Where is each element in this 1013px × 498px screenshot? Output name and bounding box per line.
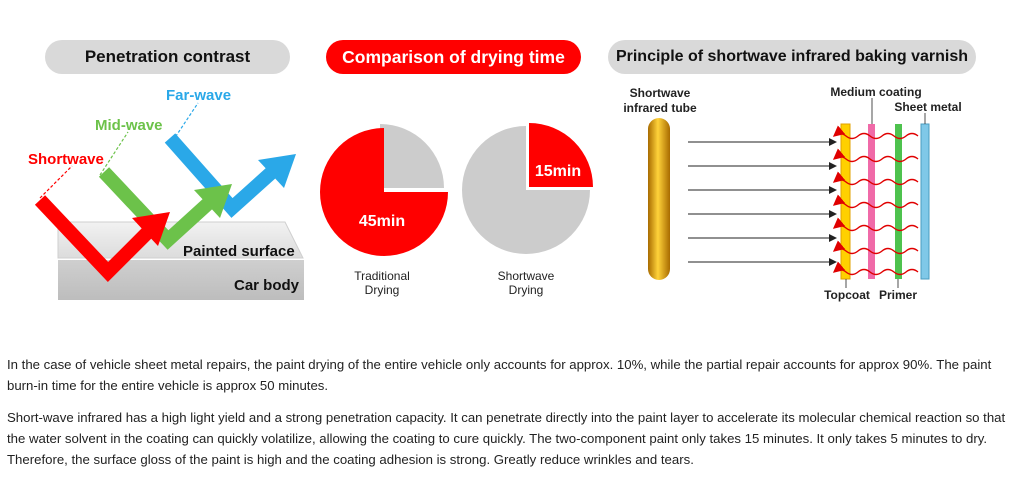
header-penetration-label: Penetration contrast — [84, 47, 251, 66]
shortwave-value-label: 15min — [534, 163, 582, 180]
header-drying-comparison — [326, 40, 581, 74]
drying-pie-charts — [310, 110, 600, 305]
tube-label-line2: infrared tube — [623, 101, 697, 115]
primer-label: Primer — [878, 288, 918, 302]
header-penetration-contrast — [45, 40, 290, 74]
medium-coating-layer — [868, 124, 875, 279]
far-wave-label: Far-wave — [166, 87, 232, 104]
midwave-leader — [100, 132, 128, 175]
shortwave-leader — [40, 166, 72, 198]
header-principle-label: Principle of shortwave infrared baking varnish — [615, 48, 969, 65]
infrared-tube — [648, 118, 670, 280]
shortwave-label: Shortwave — [28, 151, 104, 168]
traditional-value-label: 45min — [358, 213, 406, 230]
topcoat-label: Topcoat — [824, 288, 870, 302]
topcoat-layer — [841, 124, 850, 279]
car-body-label: Car body — [234, 277, 300, 294]
traditional-pie-rest-slice — [380, 124, 444, 188]
header-principle — [608, 40, 976, 74]
infrared-rays — [688, 142, 836, 262]
painted-surface-label: Painted surface — [183, 243, 295, 260]
traditional-drying-line1: Traditional — [354, 269, 410, 283]
traditional-drying-line2: Drying — [364, 283, 400, 297]
sheet-metal-label: Sheet metal — [894, 100, 962, 114]
header-drying-label: Comparison of drying time — [342, 46, 565, 67]
primer-layer — [895, 124, 902, 279]
mid-wave-label: Mid-wave — [95, 117, 163, 134]
penetration-diagram — [0, 80, 320, 310]
paragraph-repair-share: In the case of vehicle sheet metal repairs, the paint drying of the entire vehicle only accounts for approx. 10%, while the partial repair accounts for approx 90%. The paint burn-in time for the entire vehicle is approx 50 minutes. — [7, 357, 992, 393]
shortwave-drying-line2: Drying — [508, 283, 544, 297]
shortwave-drying-line1: Shortwave — [497, 269, 555, 283]
sheet-metal-layer — [921, 124, 929, 279]
principle-diagram — [610, 80, 1010, 310]
tube-label-line1: Shortwave — [629, 86, 691, 100]
medium-coating-label: Medium coating — [830, 85, 922, 99]
paragraph-shortwave-benefits: Short-wave infrared has a high light yield and a strong penetration capacity. It can penetrate directly into the paint layer to accelerate its molecular chemical reaction so that the water solvent in the coating can quickly volatilize, allowing the coating to cure quickly. The two-component paint only takes 15 minutes. It only takes 5 minutes to dry. Therefore, the surface gloss of the paint is high and the coating adhesion is strong. Greatly reduce wrinkles and tears. — [7, 410, 1006, 467]
